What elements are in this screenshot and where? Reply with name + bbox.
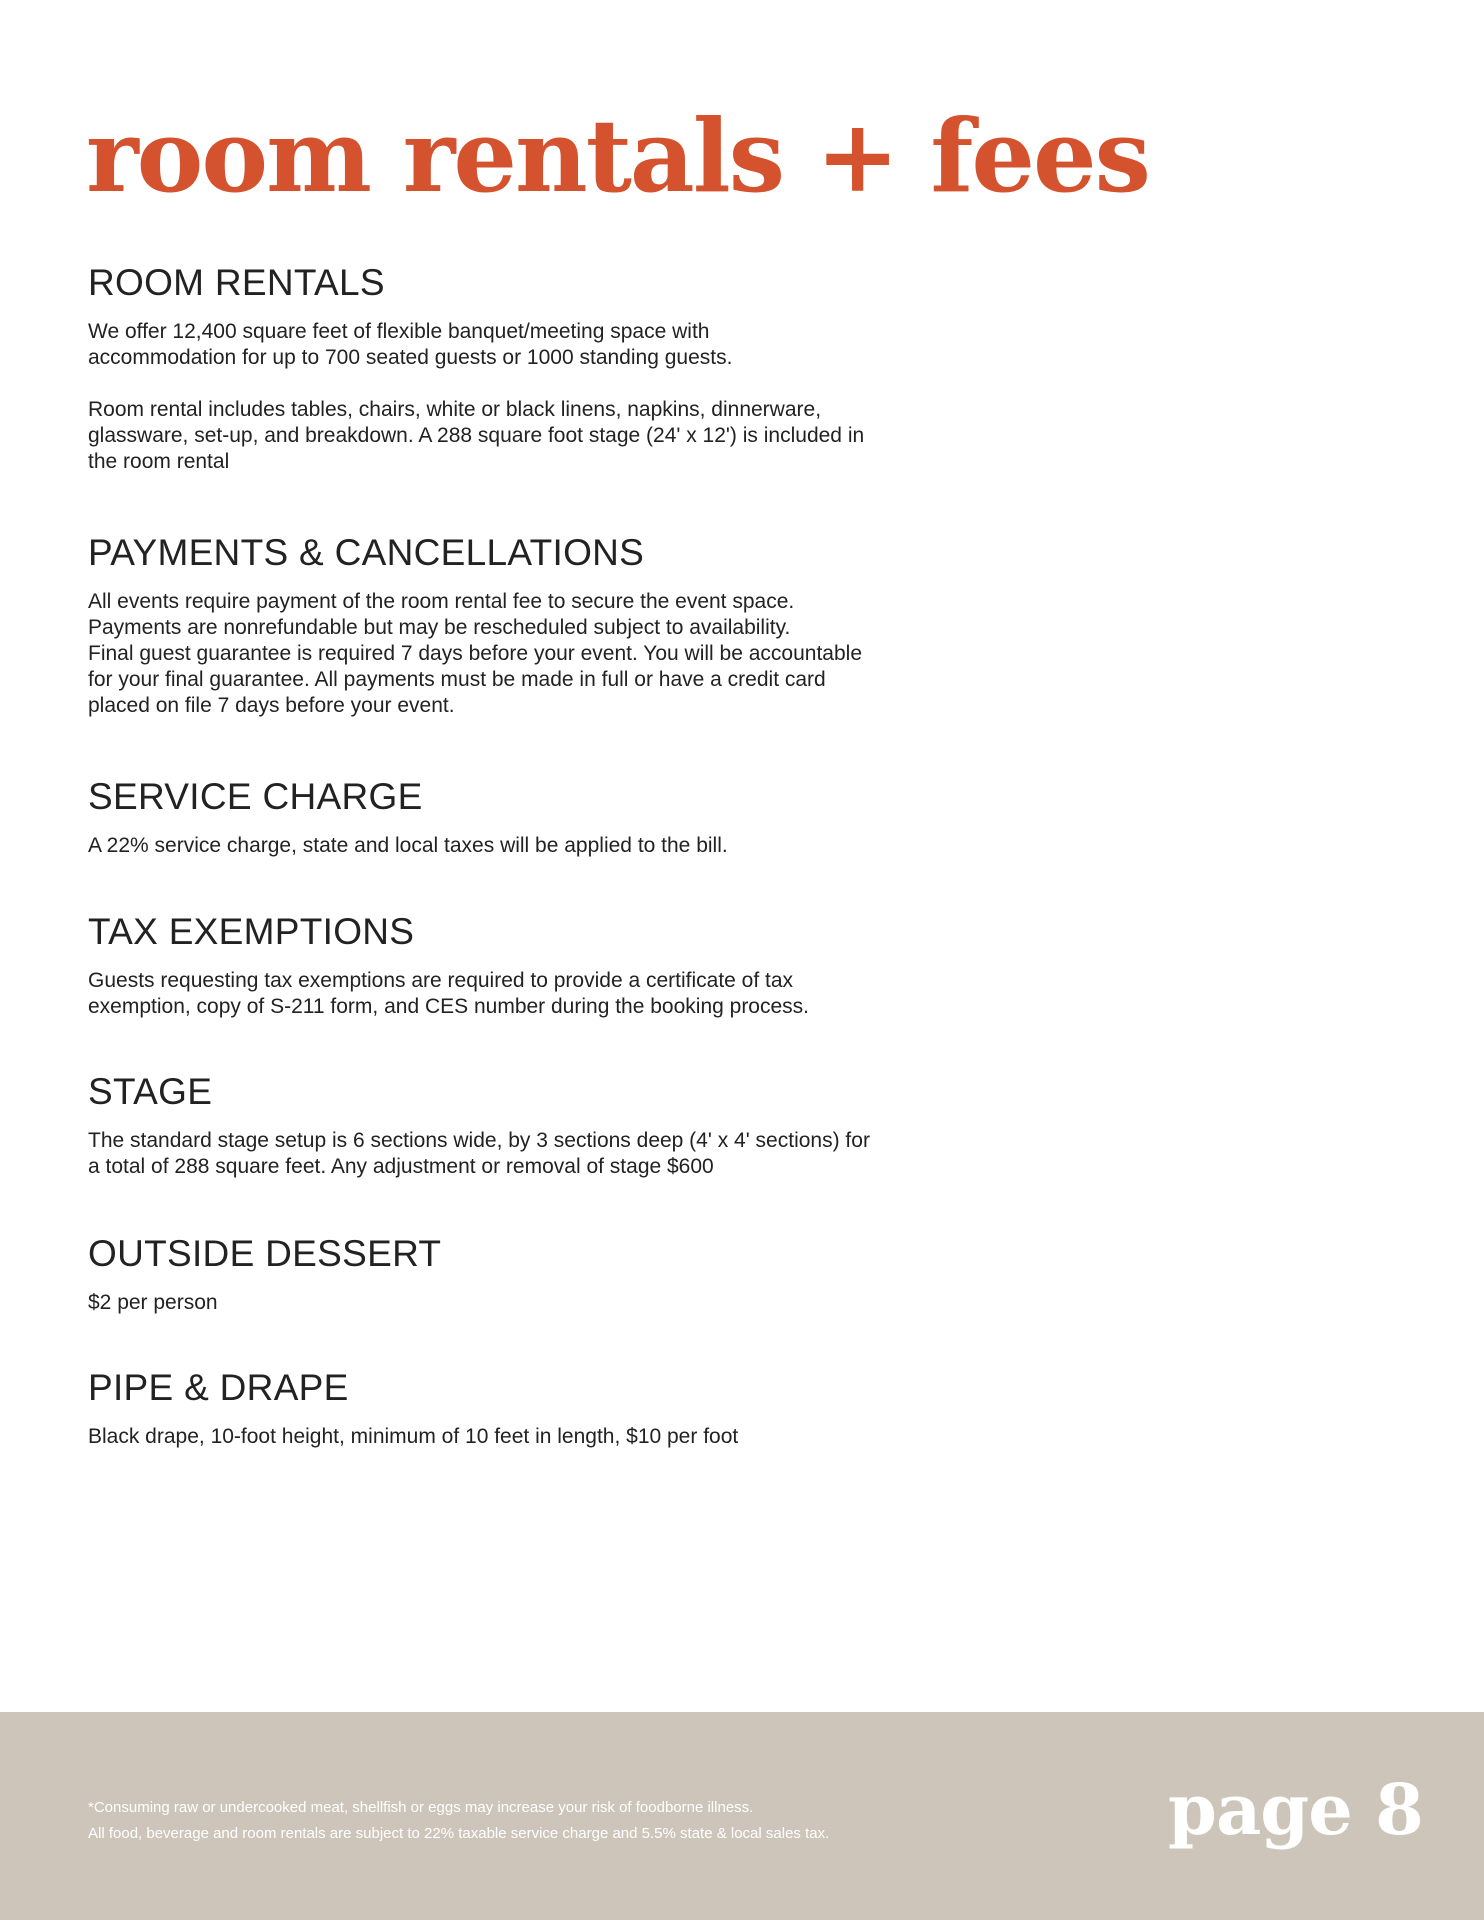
section-body (88, 1128, 1088, 1180)
section-heading: PAYMENTS & CANCELLATIONS (88, 532, 645, 573)
section-outside-dessert (88, 1232, 1088, 1316)
text-line: All events require payment of the room rental fee to secure the event space. (88, 590, 795, 613)
text-line: placed on file 7 days before your event. (88, 694, 455, 717)
section-room-rentals (88, 261, 1088, 475)
section-heading: OUTSIDE DESSERT (88, 1233, 442, 1274)
text-line: The standard stage setup is 6 sections wide, by 3 sections deep (4' x 4' sections) for (88, 1129, 870, 1152)
section-stage (88, 1070, 1088, 1180)
section-tax-exemptions (88, 910, 1088, 1020)
text-line: Black drape, 10-foot height, minimum of 10 feet in length, $10 per foot (88, 1425, 739, 1448)
section-body (88, 1290, 1088, 1316)
section-heading: STAGE (88, 1071, 213, 1112)
section-body (88, 968, 1088, 1020)
section-pipe-drape (88, 1366, 1088, 1450)
text-line: a total of 288 square feet. Any adjustment or removal of stage $600 (88, 1155, 714, 1178)
text-line: Room rental includes tables, chairs, white or black linens, napkins, dinnerware, (88, 398, 822, 421)
section-heading: ROOM RENTALS (88, 262, 385, 303)
text-line: A 22% service charge, state and local taxes will be applied to the bill. (88, 834, 728, 857)
text-line: $2 per person (88, 1291, 218, 1314)
text-line: Guests requesting tax exemptions are required to provide a certificate of tax (88, 969, 794, 992)
section-heading: TAX EXEMPTIONS (88, 911, 415, 952)
section-body (88, 319, 1088, 475)
section-heading: SERVICE CHARGE (88, 776, 423, 817)
section-heading: PIPE & DRAPE (88, 1367, 349, 1408)
text-line: exemption, copy of S-211 form, and CES number during the booking process. (88, 995, 810, 1018)
footer-notes (88, 1795, 829, 1847)
text-line: Payments are nonrefundable but may be rescheduled subject to availability. (88, 616, 791, 639)
footer-note: All food, beverage and room rentals are subject to 22% taxable service charge and 5.5% state & local sales tax. (88, 1825, 830, 1842)
section-body (88, 1424, 1088, 1450)
section-service-charge (88, 775, 1088, 859)
text-line: Final guest guarantee is required 7 days before your event. You will be accountable (88, 642, 863, 665)
text-line: for your final guarantee. All payments must be made in full or have a credit card (88, 668, 826, 691)
text-line: We offer 12,400 square feet of flexible banquet/meeting space with (88, 320, 710, 343)
page-number: page 8 (1168, 1768, 1423, 1851)
section-body (88, 589, 1088, 719)
text-line: accommodation for up to 700 seated guests or 1000 standing guests. (88, 346, 733, 369)
text-line: glassware, set-up, and breakdown. A 288 square foot stage (24' x 12') is included in (88, 424, 865, 447)
text-line: the room rental (88, 450, 230, 473)
section-body (88, 833, 1088, 859)
footer-note: *Consuming raw or undercooked meat, shellfish or eggs may increase your risk of foodborne illness. (88, 1799, 754, 1816)
page-title: room rentals + fees (86, 97, 1149, 215)
section-payments-cancellations (88, 531, 1088, 719)
